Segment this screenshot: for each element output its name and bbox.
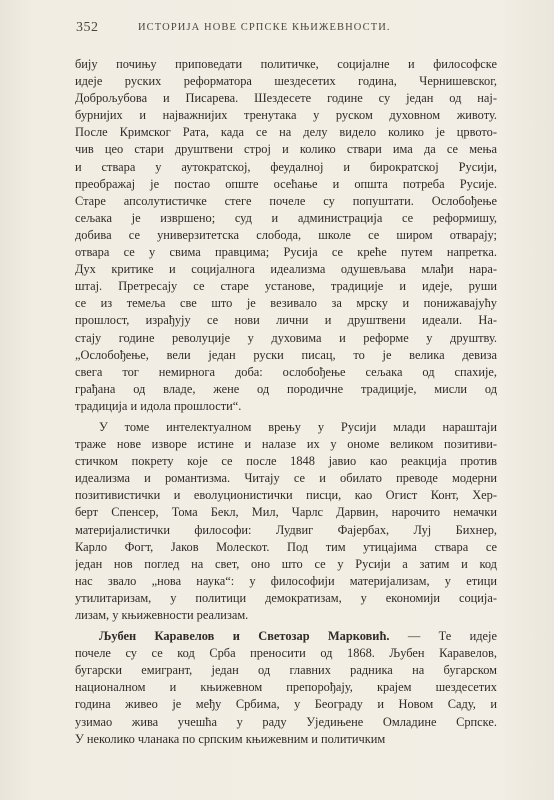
text-line: берт Спенсер, Тома Бекл, Мил, Чарлс Дарвин, нарочито немачки — [75, 505, 497, 520]
text-line: један нов поглед на свет, оно што се у Русији а затим и код — [75, 556, 497, 571]
text-line: националном и књижевном препорођају, крајем шездесетих — [75, 680, 497, 695]
text-line: утилитаризам, у политици демократизам, у економији соција- — [75, 590, 497, 605]
text-line: прошлост, израђују се нови лични и друштвени идеали. На- — [75, 313, 497, 328]
text-line: После Кримског Рата, када се на делу видело колико је црвото- — [75, 125, 497, 140]
text-line: бију почињу приповедати политичке, социјалне и философске — [75, 57, 497, 71]
text-line: сељака је извршено; суд и администрација се реформишу, — [75, 210, 497, 225]
page-header — [76, 20, 496, 36]
text-line: Старе апсолутистичке стеге почеле су попуштати. Ослобођење — [75, 193, 497, 208]
text-line: добива се универзитетска слобода, школе се широм отварају; — [75, 227, 497, 242]
text-line: свега тог немирнога доба: ослобођење сељака од спахије, — [75, 364, 497, 379]
text-line: бурнијих и најважнијих тренутака у руском духовном животу. — [75, 108, 497, 123]
heading-continuation: — Те идеје — [389, 629, 497, 644]
text-line: позитивистички и еволуционистички писци, као Огист Конт, Хер- — [75, 488, 497, 503]
section-heading: Љубен Каравелов и Светозар Марковић. — [99, 629, 390, 644]
text-line: Доброљубова и Писарева. Шездесете године су један од нај- — [75, 91, 497, 106]
page-number: 352 — [76, 20, 99, 35]
text-line: идеје руских реформатора шездесетих година, Чернишевског, — [75, 74, 497, 89]
text-line: преображај је постао опште осећање и општа потреба Русије. — [75, 176, 497, 191]
text-line: почеле су се код Срба преносити од 1868. Љубен Каравелов, — [75, 646, 497, 661]
text-line: идеализма и романтизма. Читају се и обилато преводе модерни — [75, 471, 497, 486]
text-line: материјалистички философи: Лудвиг Фајербах, Луј Бихнер, — [75, 522, 497, 537]
text-line: и ствара у аутократској, феудалној и бирократској Русији, — [75, 159, 497, 174]
text-line: траже нове изворе истине и налазе их у ономе великом позитиви- — [75, 437, 497, 452]
text-line: Карло Фогт, Јаков Молескот. Под тим утицајима ствара се — [75, 539, 497, 554]
text-line: година живео је међу Србима, у Београду и Новом Саду, и — [75, 697, 497, 712]
paragraph — [75, 56, 497, 415]
paragraph — [75, 628, 497, 748]
text-line: узимао жива учешћа у раду Уједињене Омладине Српске. — [75, 714, 497, 729]
text-line: грађана од владе, жене од породичне традиције, мисли од — [75, 381, 497, 396]
text-line: У неколико чланака по српским књижевним и политичким — [75, 731, 386, 746]
text-line: чив цео стари друштвени строј и колико ствари има да се мења — [75, 142, 497, 157]
running-title: ИСТОРИЈА НОВЕ СРПСКЕ КЊИЖЕВНОСТИ. — [138, 22, 391, 33]
text-line: нас звало „нова наука“: у философији материјализам, у етици — [75, 573, 497, 588]
text-line: штај. Претресају се старе установе, традиције и идеје, руши — [75, 279, 497, 294]
text-line: У томе интелектуалном врењу у Русији млади нараштаји — [99, 419, 497, 434]
text-line: традиција и идола прошлости“. — [75, 398, 242, 413]
text-line — [75, 628, 497, 645]
text-line: стичком покрету које се после 1848 јавио као реакција против — [75, 454, 497, 469]
text-line: стају године револуције у духовима и реформе у друштву. — [75, 330, 497, 345]
body-text — [75, 56, 497, 748]
text-line: „Ослобођење, вели један руски писац, то је велика девиза — [75, 347, 497, 362]
text-line: лизам, у књижевности реализам. — [75, 608, 249, 622]
text-line: отвара се у свима правцима; Русија се креће путем напретка. — [75, 245, 497, 260]
paragraph — [75, 419, 497, 624]
text-line: се из темеља све што је везивало за мрску и понижавајућу — [75, 296, 497, 311]
text-line: Дух критике и социјалнога идеализма одушевљава млађи нара- — [75, 262, 497, 277]
text-line: бугарски емигрант, један од главних радника на бугарском — [75, 663, 497, 678]
